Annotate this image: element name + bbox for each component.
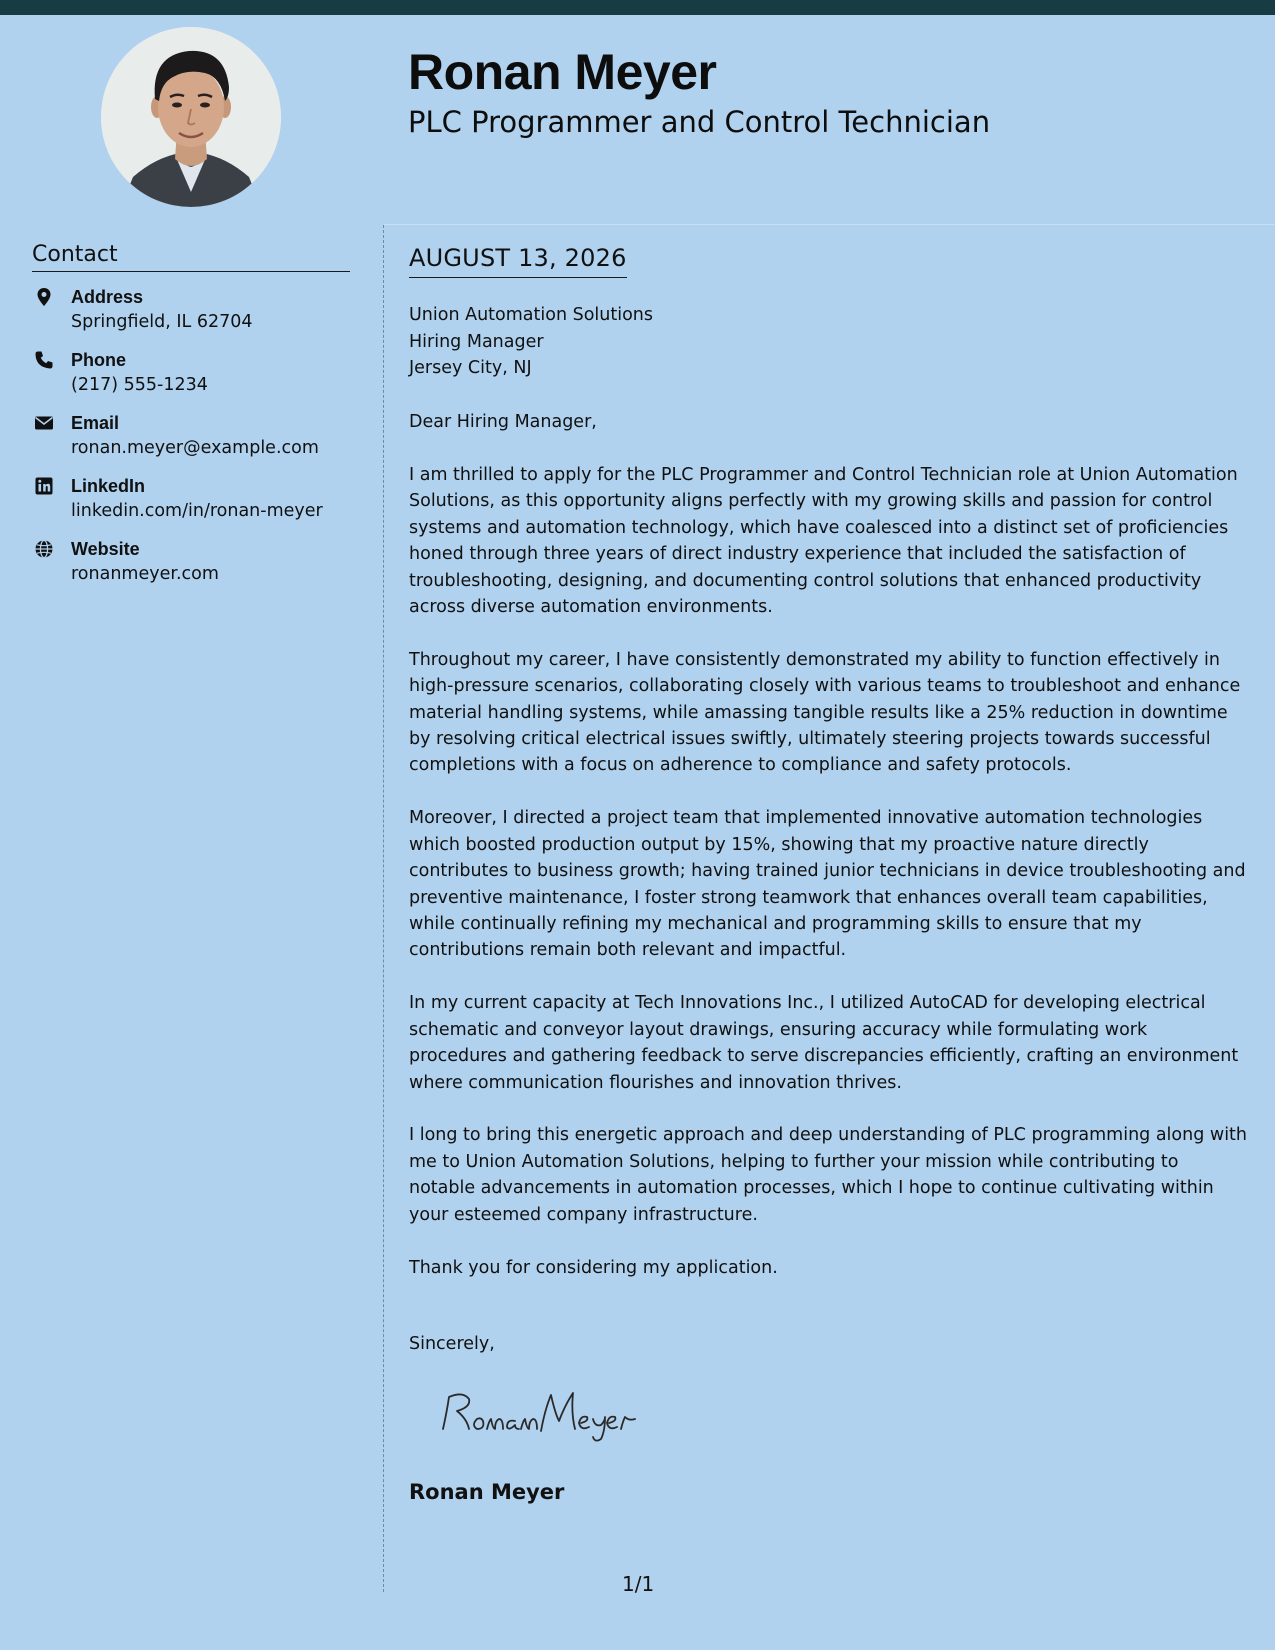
phone-icon <box>34 350 54 370</box>
recipient-location: Jersey City, NJ <box>409 358 532 378</box>
contact-item-website <box>32 537 362 600</box>
applicant-name: Ronan Meyer <box>408 44 717 100</box>
recipient-block <box>409 302 653 382</box>
body-paragraph: In my current capacity at Tech Innovations Inc., I utilized AutoCAD for developing electrical schematic and conveyor layout drawings, ensuring accuracy while formulating work procedures and gathering feedback to serve discrepancies efficiently, crafting an environment where communication flourishes and innovation thrives. <box>409 993 1239 1093</box>
signer-name: Ronan Meyer <box>409 1480 565 1504</box>
contact-item-address <box>32 285 362 348</box>
contact-value-linkedin[interactable]: linkedin.com/in/ronan-meyer <box>71 501 323 521</box>
recipient-role: Hiring Manager <box>409 331 544 352</box>
contact-value-website[interactable]: ronanmeyer.com <box>71 564 219 584</box>
body-paragraph: Throughout my career, I have consistently demonstrated my ability to function effectively in high-pressure scenarios, collaborating closely with various teams to troubleshoot and enhance material handling systems, while amassing tangible results like a 25% reduction in downtime by resolving critical electrical issues swiftly, ultimately steering projects towards successful completions with a focus on adherence to compliance and safety protocols. <box>409 649 1241 776</box>
globe-icon <box>34 539 54 559</box>
body-paragraph: Moreover, I directed a project team that implemented innovative automation technologies which boosted production output by 15%, showing that my proactive nature directly contributes to business growth; having trained junior technicians in device troubleshooting and preventive maintenance, I foster strong teamwork that enhances overall team capabilities, while continually refining my mechanical and programming skills to ensure that my contributions remain both relevant and impactful. <box>409 808 1246 961</box>
letter-body <box>409 409 1249 1307</box>
closing: Sincerely, <box>409 1334 495 1354</box>
contact-label-email: Email <box>71 413 120 433</box>
contact-item-email <box>32 411 362 474</box>
contact-heading: Contact <box>32 241 350 272</box>
contact-list <box>32 285 362 600</box>
body-paragraph: I long to bring this energetic approach and deep understanding of PLC programming along with me to Union Automation Solutions, helping to further your mission while contributing to notable advancements in automation processes, which I hope to continue cultivating within your esteemed company infrastructure. <box>409 1125 1248 1225</box>
linkedin-icon <box>34 476 54 496</box>
envelope-icon <box>34 413 54 433</box>
profile-photo <box>101 27 281 207</box>
contact-value-email[interactable]: ronan.meyer@example.com <box>71 438 319 458</box>
page-number: 1/1 <box>622 1572 655 1596</box>
signature-area <box>409 1331 495 1357</box>
contact-label-linkedin: LinkedIn <box>71 476 146 496</box>
handwritten-signature <box>433 1385 653 1445</box>
thank-you-line: Thank you for considering my application. <box>409 1257 778 1278</box>
letter-date: AUGUST 13, 2026 <box>409 243 627 278</box>
contact-value-phone: (217) 555-1234 <box>71 375 208 395</box>
contact-label-phone: Phone <box>71 350 127 370</box>
top-accent-bar <box>0 0 1275 15</box>
contact-item-phone <box>32 348 362 411</box>
body-paragraph: I am thrilled to apply for the PLC Programmer and Control Technician role at Union Automation Solutions, as this opportunity aligns perfectly with my growing skills and passion for control systems and automation technology, which have coalesced into a distinct set of proficiencies honed through three years of direct industry experience that included the satisfaction of troubleshooting, designing, and documenting control solutions that enhanced productivity across diverse automation environments. <box>409 464 1238 617</box>
column-divider <box>383 225 384 1592</box>
contact-item-linkedin <box>32 474 362 537</box>
contact-label-website: Website <box>71 539 140 559</box>
contact-value-address: Springfield, IL 62704 <box>71 312 253 332</box>
avatar <box>101 27 281 207</box>
job-title: PLC Programmer and Control Technician <box>408 105 991 139</box>
salutation: Dear Hiring Manager, <box>409 412 597 432</box>
map-pin-icon <box>34 287 54 307</box>
header-divider <box>384 224 1275 225</box>
contact-label-address: Address <box>71 287 144 307</box>
recipient-company: Union Automation Solutions <box>409 305 654 325</box>
